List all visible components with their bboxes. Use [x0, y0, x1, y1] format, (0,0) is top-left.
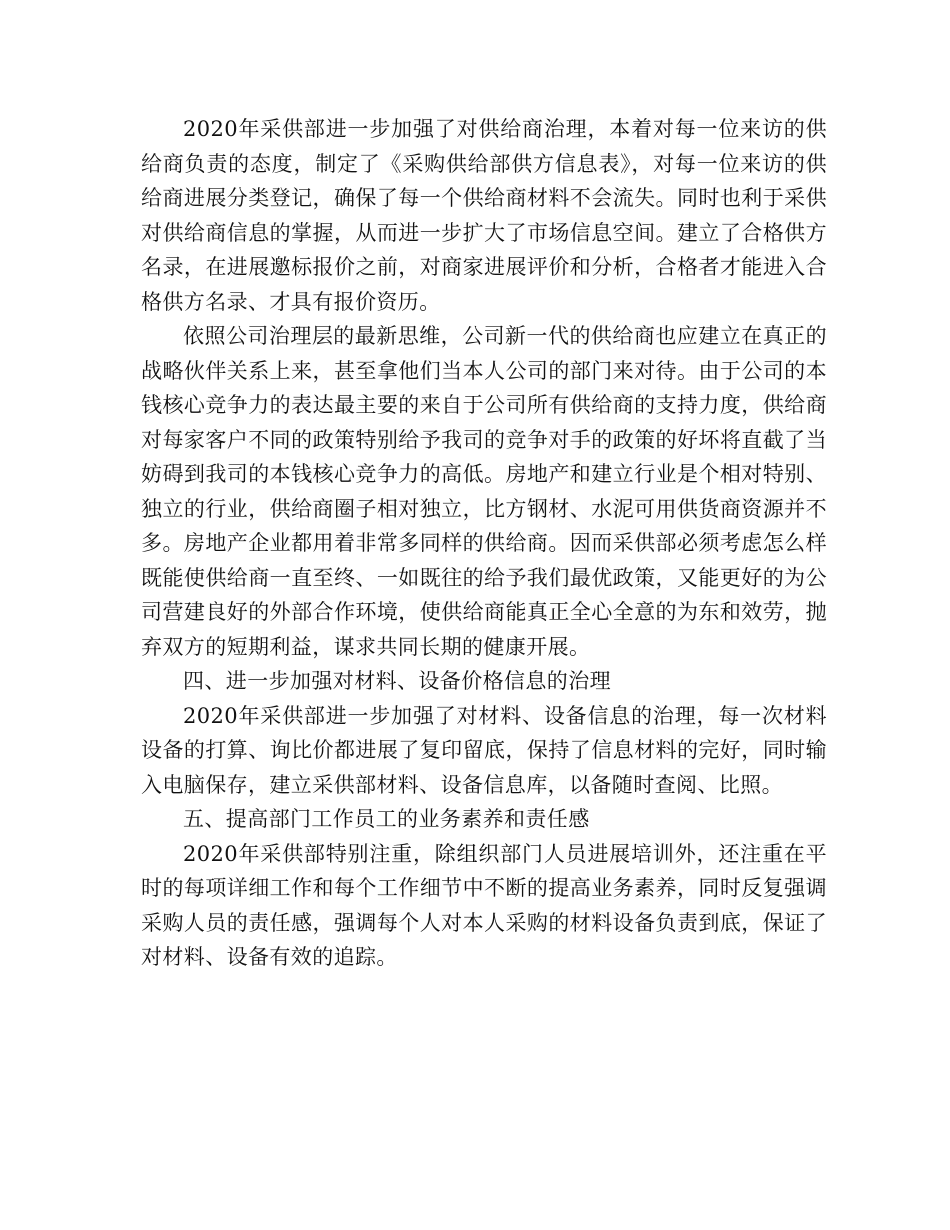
paragraph-staff-quality: 2020年采供部特别注重，除组织部门人员进展培训外，还注重在平时的每项详细工作和每个工作细节中不断的提高业务素养，同时反复强调采购人员的责任感，强调每个人对本人采购的材料设备负责到底，保证了对材料、设备有效的追踪。	[141, 841, 827, 969]
paragraph-supplier-management: 2020年采供部进一步加强了对供给商治理，本着对每一位来访的供给商负责的态度，制定了《采购供给部供方信息表》，对每一位来访的供给商进展分类登记，确保了每一个供给商材料不会流失。同时也利于采供对供给商信息的掌握，从而进一步扩大了市场信息空间。建立了合格供方名录，在进展邀标报价之前，对商家进展评价和分析，合格者才能进入合格供方名录、才具有报价资历。	[141, 117, 827, 314]
paragraph-price-info: 2020年采供部进一步加强了对材料、设备信息的治理，每一次材料设备的打算、询比价都进展了复印留底，保持了信息材料的完好，同时输入电脑保存，建立采供部材料、设备信息库，以备随时查阅、比照。	[141, 703, 827, 797]
section-heading-staff-quality: 五、提高部门工作员工的业务素养和责任感	[183, 807, 590, 831]
document-page	[141, 112, 827, 975]
paragraph-strategic-partnership: 依照公司治理层的最新思维，公司新一代的供给商也应建立在真正的战略伙伴关系上来，甚至拿他们当本人公司的部门来对待。由于公司的本钱核心竞争力的表达最主要的来自于公司所有供给商的支持力度，供给商对每家客户不同的政策特别给予我司的竞争对手的政策的好坏将直截了当妨碍到我司的本钱核心竞争力的高低。房地产和建立行业是个相对特别、独立的行业，供给商圈子相对独立，比方钢材、水泥可用供货商资源并不多。房地产企业都用着非常多同样的供给商。因而采供部必须考虑怎么样既能使供给商一直至终、一如既往的给予我们最优政策，又能更好的为公司营建良好的外部合作环境，使供给商能真正全心全意的为东和效劳，抛弃双方的短期利益，谋求共同长期的健康开展。	[141, 324, 827, 659]
section-heading-price-info: 四、进一步加强对材料、设备价格信息的治理	[183, 669, 611, 693]
